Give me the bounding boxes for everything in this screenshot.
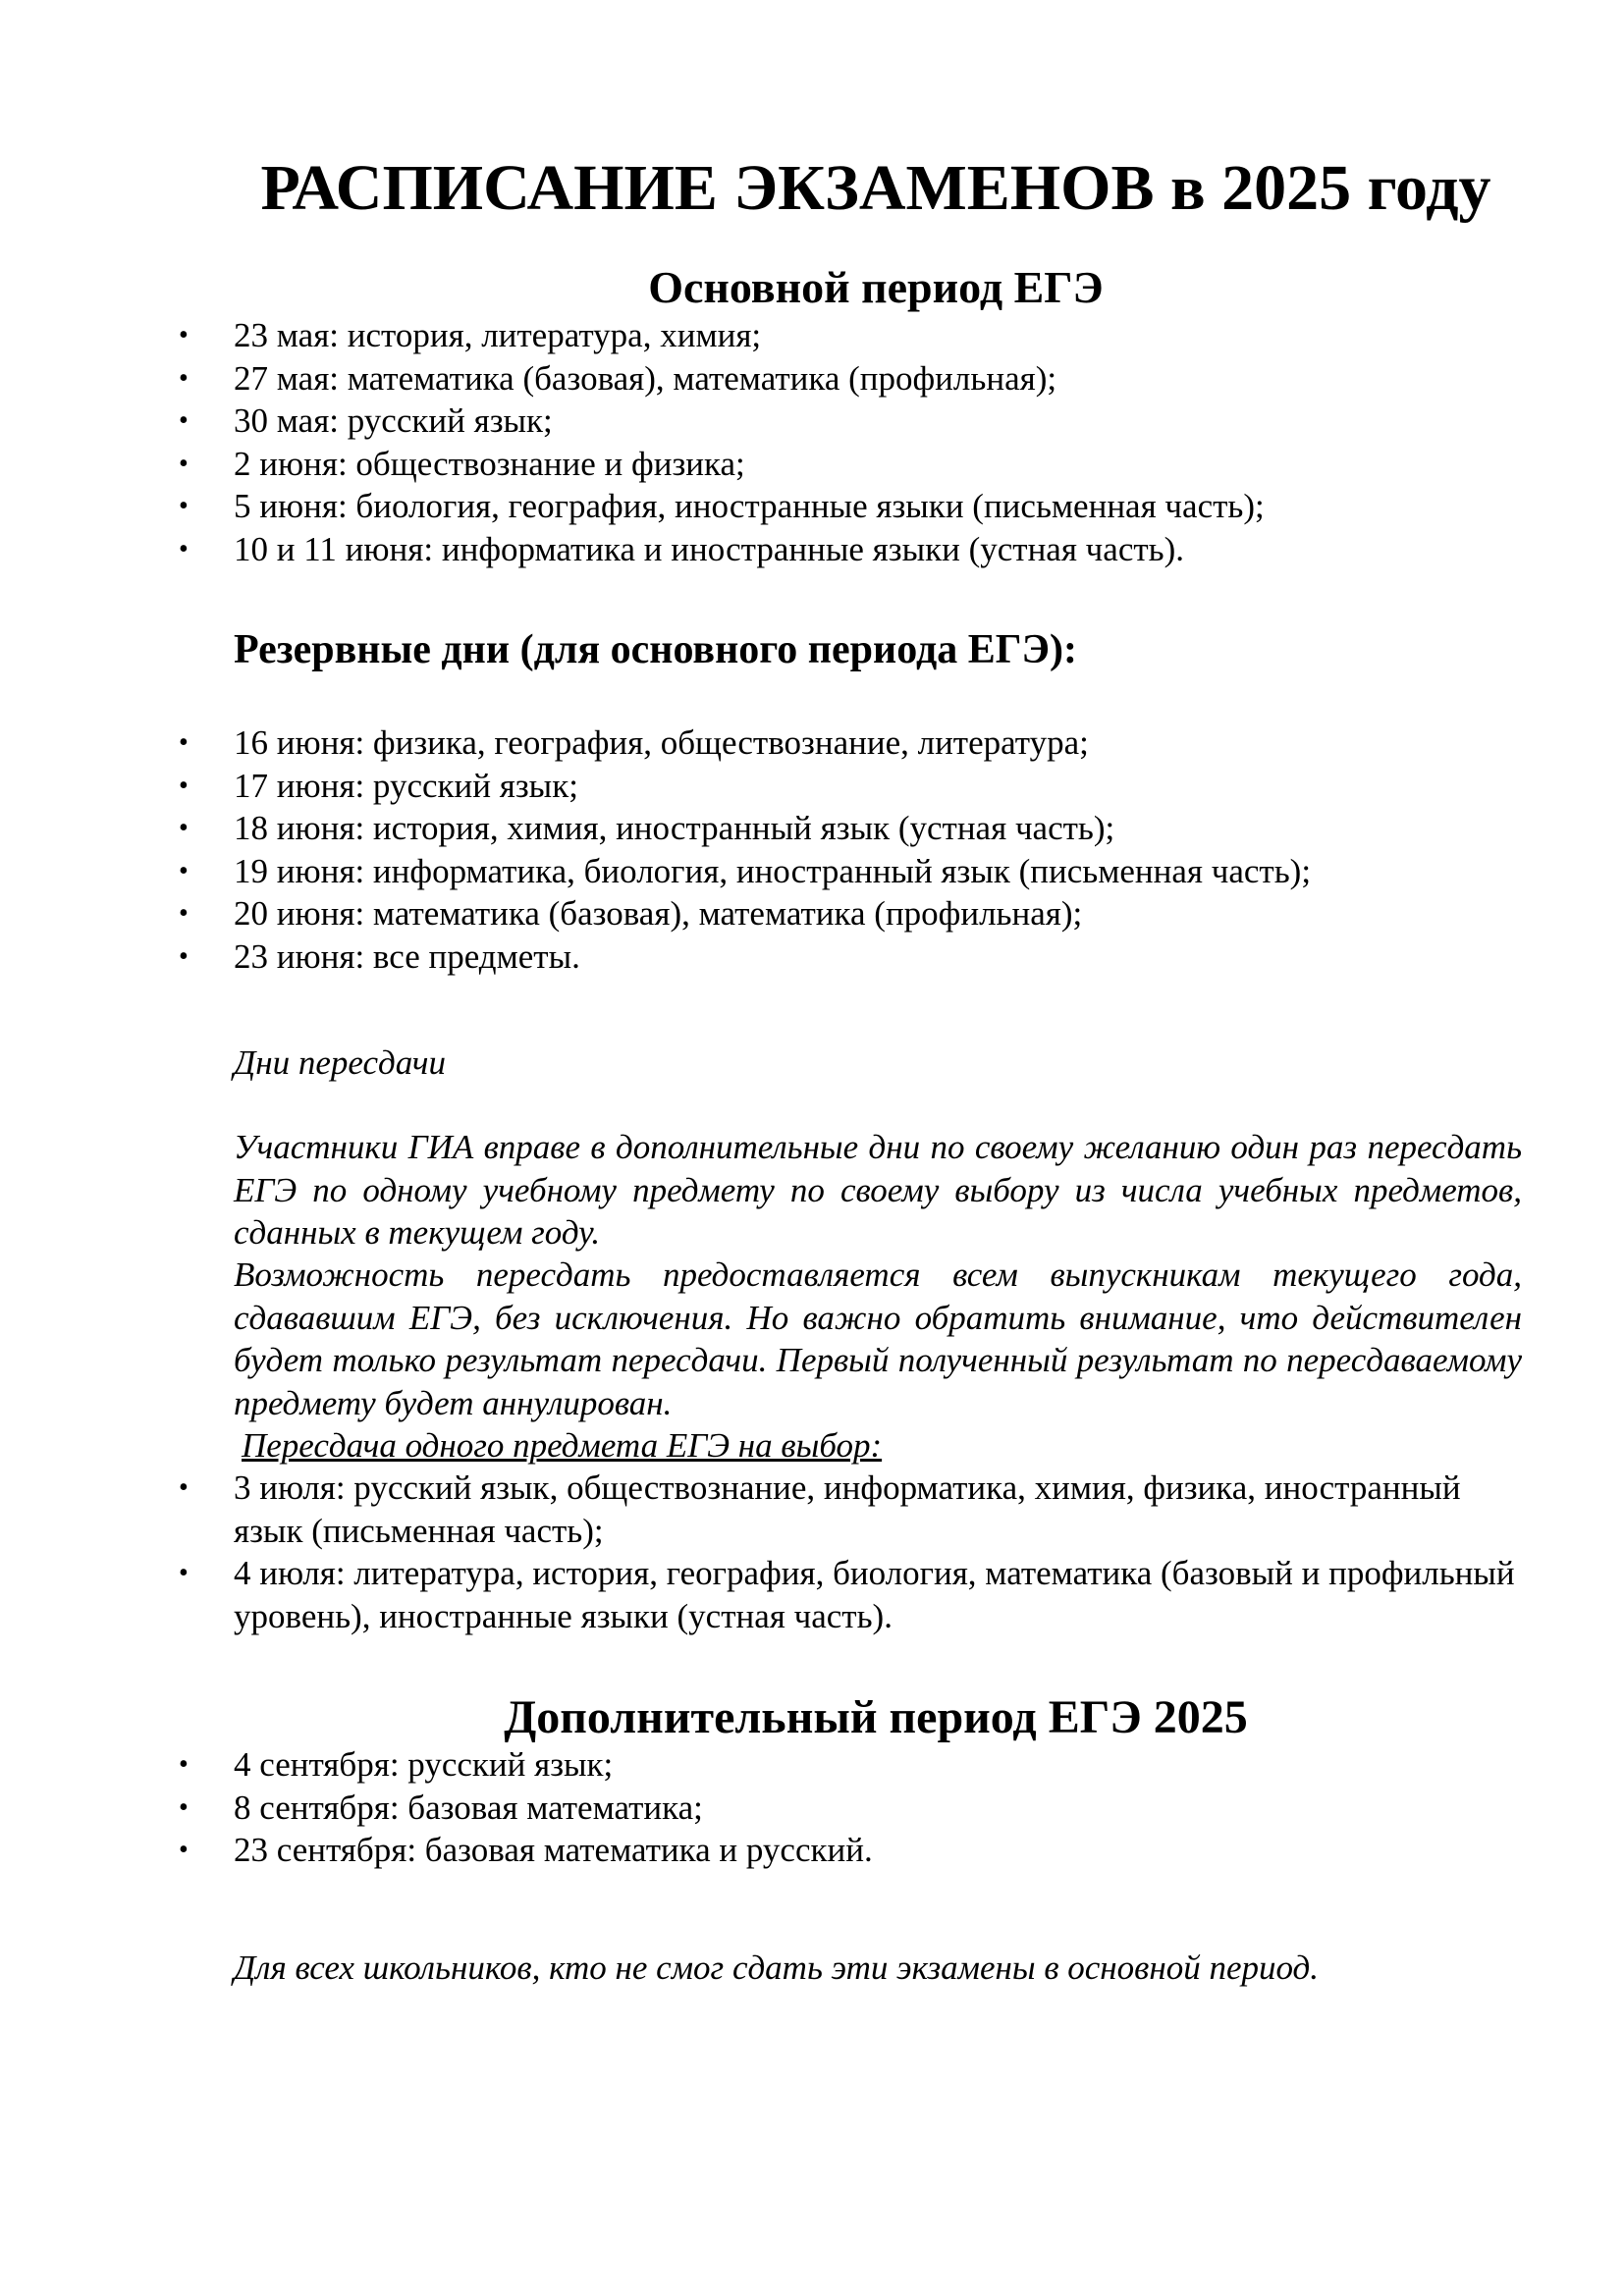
additional-period-list — [0, 1743, 1624, 1872]
list-item: • 20 июня: математика (базовая), математика (профильная); — [0, 892, 1624, 935]
reserve-days-heading: Резервные дни (для основного периода ЕГЭ): — [234, 627, 1077, 672]
retake-choice-label: Пересдача одного предмета ЕГЭ на выбор: — [242, 1426, 883, 1465]
additional-period-heading: Дополнительный период ЕГЭ 2025 — [504, 1691, 1248, 1743]
retake-paragraph: Возможность пересдать предоставляется всем выпускникам текущего года, сдававшим ЕГЭ, без исключения. Но важно обратить внимание, что действителен будет только результат пересдачи. Первый полученный результат по пересдаваемому предмету будет аннулирован. — [234, 1255, 1522, 1422]
bullet-icon: • — [179, 362, 189, 394]
main-period-heading: Основной период ЕГЭ — [648, 262, 1104, 312]
list-item: • 10 и 11 июня: информатика и иностранные языки (устная часть). — [0, 528, 1624, 571]
bullet-icon: • — [179, 770, 189, 801]
list-item: • 3 июля: русский язык, обществознание, информатика, химия, физика, иностранный язык (письменная часть); — [179, 1468, 1461, 1550]
bullet-icon: • — [179, 727, 189, 758]
bullet-icon: • — [179, 320, 189, 350]
bullet-icon: • — [179, 898, 189, 929]
additional-period-note: Для всех школьников, кто не смог сдать эти экзамены в основной период. — [234, 1949, 1319, 1987]
bullet-icon: • — [179, 1558, 189, 1588]
bullet-icon: • — [179, 1749, 189, 1780]
retake-heading: Дни пересдачи — [234, 1043, 446, 1082]
bullet-icon: • — [179, 448, 189, 479]
retake-list — [0, 1467, 1624, 1637]
page-title: РАСПИСАНИЕ ЭКЗАМЕНОВ в 2025 году — [260, 152, 1491, 224]
list-item: • 27 мая: математика (базовая), математика (профильная); — [0, 357, 1624, 400]
list-item: • 16 июня: физика, география, обществознание, литература; — [0, 721, 1624, 765]
main-period-list — [0, 314, 1624, 570]
bullet-icon: • — [179, 855, 189, 886]
list-item: • 19 июня: информатика, биология, иностранный язык (письменная часть); — [0, 850, 1624, 893]
list-item: • 8 сентября: базовая математика; — [0, 1787, 1624, 1830]
list-item: • 23 сентября: базовая математика и русский. — [0, 1829, 1624, 1872]
list-item: • 5 июня: биология, география, иностранные языки (письменная часть); — [0, 485, 1624, 528]
retake-paragraph: Участники ГИА вправе в дополнительные дни по своему желанию один раз пересдать ЕГЭ по одному учебному предмету по своему выбору из числа учебных предметов, сданных в текущем году. — [234, 1128, 1522, 1252]
bullet-icon: • — [179, 533, 189, 564]
bullet-icon: • — [179, 405, 189, 436]
list-item: • 30 мая: русский язык; — [0, 400, 1624, 443]
bullet-icon: • — [179, 1472, 189, 1503]
list-item: • 2 июня: обществознание и физика; — [0, 443, 1624, 486]
list-item: • 18 июня: история, химия, иностранный язык (устная часть); — [0, 807, 1624, 850]
list-item: • 4 июля: литература, история, география, биология, математика (базовый и профильный уровень), иностранные языки (устная часть). — [179, 1554, 1515, 1635]
bullet-icon: • — [179, 1835, 189, 1865]
bullet-icon: • — [179, 491, 189, 521]
list-item: • 23 мая: история, литература, химия; — [0, 314, 1624, 357]
bullet-icon: • — [179, 813, 189, 843]
list-item: • 23 июня: все предметы. — [0, 935, 1624, 979]
bullet-icon: • — [179, 1791, 189, 1823]
bullet-icon: • — [179, 940, 189, 972]
list-item: • 17 июня: русский язык; — [0, 765, 1624, 808]
reserve-days-list — [0, 721, 1624, 978]
list-item: • 4 сентября: русский язык; — [0, 1743, 1624, 1787]
